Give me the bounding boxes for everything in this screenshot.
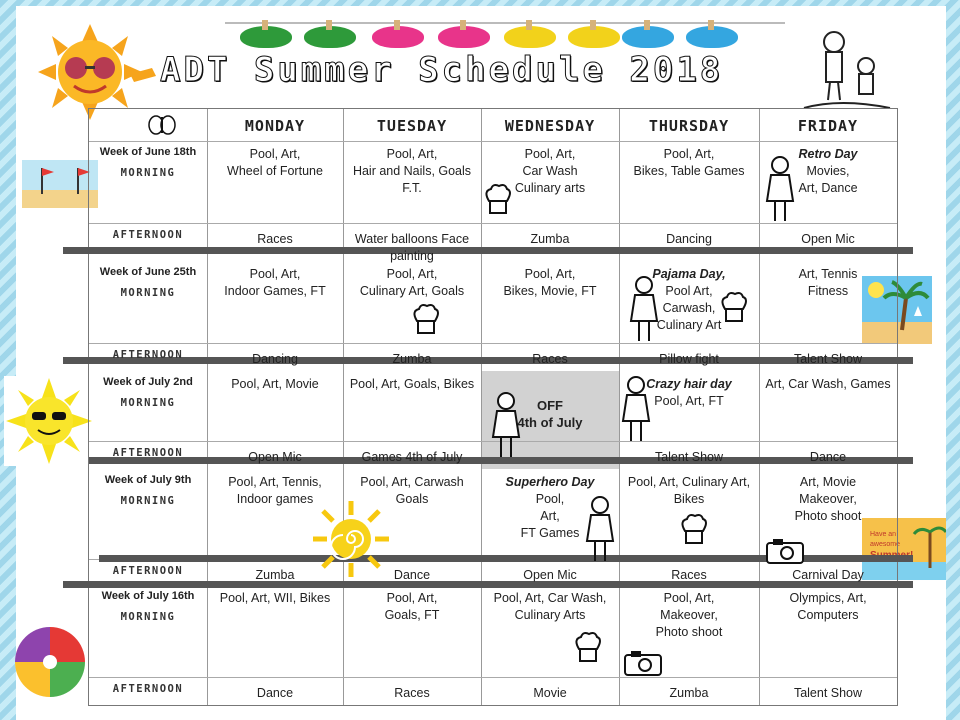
clothespin-icon	[526, 20, 532, 30]
activity-line: F.T.	[402, 181, 422, 195]
activity-line: Movies,	[806, 164, 850, 178]
morning-cell	[759, 590, 897, 624]
day-header-wednesday: WEDNESDAY	[504, 117, 596, 135]
activity-line: Pillow fight	[659, 352, 719, 366]
clothespin-icon	[460, 20, 466, 30]
activity-line: Races	[671, 568, 707, 582]
row-divider	[89, 343, 897, 344]
activity-line: Carnival Day	[792, 568, 864, 582]
activity-line: Dancing	[252, 352, 298, 366]
activity-line: Games 4th of July	[361, 450, 463, 464]
activity-line: Pool, Art,	[663, 591, 715, 605]
activity-line: Goals	[395, 492, 429, 506]
chef-hat-icon	[573, 631, 603, 667]
activity-line: Indoor games	[236, 492, 314, 506]
activity-line: Makeover,	[660, 608, 718, 622]
header-divider	[89, 141, 897, 142]
beach-flags-icon	[22, 160, 98, 208]
afternoon-label: AFTERNOON	[112, 447, 184, 459]
activity-line: Bikes, Movie, FT	[503, 284, 597, 298]
activity-line: OFF	[537, 398, 563, 413]
afternoon-cell	[759, 685, 897, 702]
activity-line: Art, Car Wash, Games	[765, 377, 891, 391]
beach-ball-icon	[12, 624, 88, 700]
morning-cell	[619, 146, 759, 180]
activity-line: Art, Dance	[798, 181, 858, 195]
clothespin-icon	[644, 20, 650, 30]
morning-cell	[207, 146, 343, 180]
activity-line: Pool, Art,	[524, 267, 576, 281]
activity-line: Pool, Art, Goals, Bikes	[349, 377, 475, 391]
activity-line: Pool, Art,	[249, 267, 301, 281]
afternoon-cell	[759, 351, 897, 368]
pajama-kid-icon	[627, 275, 661, 345]
activity-line: 4th of July	[517, 415, 583, 430]
activity-line: Open Mic	[801, 232, 855, 246]
activity-line: Talent Show	[793, 686, 863, 700]
activity-line: Pool, Art,	[386, 147, 438, 161]
svg-text:awesome: awesome	[870, 541, 900, 548]
activity-line: Races	[394, 686, 430, 700]
activity-line: Bikes	[673, 492, 705, 506]
activity-line: Zumba	[255, 568, 295, 582]
schedule-grid	[88, 108, 898, 706]
kids-drawing-icon	[800, 28, 894, 112]
activity-line: Computers	[797, 608, 859, 622]
day-header-thursday: THURSDAY	[648, 117, 730, 135]
superhero-icon	[583, 495, 617, 565]
chef-hat-icon	[679, 513, 709, 549]
week-separator	[63, 247, 913, 254]
activity-line: Pool,	[535, 492, 565, 506]
sun-cartoon-icon	[4, 376, 94, 466]
afternoon-cell	[619, 449, 759, 466]
themed-day-label: Retro Day	[798, 147, 858, 161]
afternoon-label: AFTERNOON	[112, 349, 184, 361]
activity-line: Culinary Art	[656, 318, 722, 332]
morning-label: MORNING	[120, 495, 176, 507]
themed-day-label: Pajama Day,	[652, 267, 726, 281]
afternoon-cell	[619, 231, 759, 248]
afternoon-cell	[343, 231, 481, 265]
afternoon-cell	[481, 231, 619, 248]
activity-line: Pool Art,	[665, 284, 713, 298]
afternoon-cell	[481, 685, 619, 702]
afternoon-cell	[619, 351, 759, 368]
activity-line: Culinary Arts	[514, 608, 586, 622]
activity-line: Pool, Art, FT	[654, 394, 724, 408]
activity-line: Makeover,	[799, 492, 857, 506]
morning-cell	[343, 590, 481, 624]
morning-label: MORNING	[120, 287, 176, 299]
morning-cell	[619, 590, 759, 641]
activity-line: Wheel of Fortune	[227, 164, 323, 178]
week-label: Week of July 2nd	[103, 376, 193, 388]
themed-day-label: Superhero Day	[505, 475, 595, 489]
day-header-monday: MONDAY	[244, 117, 306, 135]
morning-cell	[759, 266, 897, 300]
morning-label: MORNING	[120, 167, 176, 179]
activity-line: Olympics, Art,	[789, 591, 867, 605]
activity-line: Zumba	[530, 232, 570, 246]
morning-cell	[481, 266, 619, 300]
morning-cell	[759, 474, 897, 525]
morning-cell	[481, 590, 619, 624]
activity-line: Races	[532, 352, 568, 366]
camera-icon	[765, 537, 805, 565]
spiral-sun-icon	[311, 499, 391, 579]
activity-line: Pool, Art, Movie	[231, 377, 319, 391]
week-label: Week of June 25th	[99, 266, 197, 278]
sun-sunglasses-icon	[30, 24, 160, 120]
activity-line: Talent Show	[654, 450, 724, 464]
activity-line: FT Games	[520, 526, 580, 540]
retro-girl-icon	[763, 155, 797, 225]
afternoon-cell	[207, 231, 343, 248]
week-label: Week of June 18th	[99, 146, 197, 158]
activity-line: Art,	[540, 509, 560, 523]
afternoon-cell	[481, 567, 619, 584]
row-divider	[89, 677, 897, 678]
afternoon-cell	[619, 685, 759, 702]
activity-line: Dance	[809, 450, 847, 464]
morning-cell	[207, 266, 343, 300]
activity-line: Dance	[256, 686, 294, 700]
activity-line: Pool, Art, Tennis,	[228, 475, 322, 489]
activity-line: Pool, Art,	[386, 267, 438, 281]
column-divider	[207, 109, 208, 705]
morning-cell	[207, 590, 343, 607]
afternoon-cell	[481, 351, 619, 368]
activity-line: Pool, Art,	[386, 591, 438, 605]
day-header-tuesday: TUESDAY	[376, 117, 448, 135]
activity-line: Zumba	[669, 686, 709, 700]
activity-line: Art, Tennis	[798, 267, 858, 281]
activity-line: Movie	[533, 686, 567, 700]
chef-hat-icon	[719, 291, 749, 327]
morning-cell	[759, 376, 897, 393]
activity-line: Photo shoot	[794, 509, 862, 523]
activity-line: Culinary Art, Goals	[359, 284, 465, 298]
morning-cell	[343, 146, 481, 197]
activity-line: Pool, Art, Carwash	[360, 475, 464, 489]
morning-label: MORNING	[120, 397, 176, 409]
page-title: ADT Summer Schedule 2018	[160, 50, 724, 90]
activity-line: Art, Movie	[799, 475, 857, 489]
morning-cell	[207, 376, 343, 393]
activity-line: Goals, FT	[384, 608, 440, 622]
afternoon-cell	[759, 567, 897, 584]
clothespin-icon	[590, 20, 596, 30]
clothespin-icon	[326, 20, 332, 30]
activity-line: Dance	[393, 568, 431, 582]
afternoon-cell	[343, 351, 481, 368]
activity-line: Talent Show	[793, 352, 863, 366]
afternoon-cell	[343, 685, 481, 702]
crazy-hair-kid-icon	[619, 375, 653, 445]
activity-line: Pool, Art, Culinary Art,	[627, 475, 751, 489]
afternoon-cell	[207, 351, 343, 368]
patriotic-kid-icon	[489, 391, 523, 461]
svg-text:Have an: Have an	[870, 531, 897, 538]
activity-line: Bikes, Table Games	[633, 164, 745, 178]
activity-line: Indoor Games, FT	[224, 284, 326, 298]
afternoon-label: AFTERNOON	[112, 565, 184, 577]
activity-line: Dancing	[666, 232, 712, 246]
activity-line: Zumba	[392, 352, 432, 366]
week-label: Week of July 9th	[104, 474, 192, 486]
afternoon-cell	[343, 449, 481, 466]
afternoon-cell	[759, 231, 897, 248]
week-label: Week of July 16th	[101, 590, 195, 602]
clothespin-icon	[262, 20, 268, 30]
afternoon-label: AFTERNOON	[112, 229, 184, 241]
clothespin-icon	[708, 20, 714, 30]
morning-cell	[343, 376, 481, 393]
activity-line: Pool, Art,	[663, 147, 715, 161]
activity-line: Races	[257, 232, 293, 246]
activity-line: Carwash,	[662, 301, 716, 315]
activity-line: Pool, Art, Car Wash,	[493, 591, 607, 605]
activity-line: Open Mic	[523, 568, 577, 582]
activity-line: Pool, Art,	[524, 147, 576, 161]
clothespin-icon	[394, 20, 400, 30]
afternoon-cell	[207, 449, 343, 466]
afternoon-cell	[207, 685, 343, 702]
activity-line: Water balloons Face	[354, 232, 470, 246]
activity-line: Photo shoot	[655, 625, 723, 639]
activity-line: Car Wash	[522, 164, 578, 178]
morning-cell	[619, 474, 759, 508]
activity-line: Hair and Nails, Goals	[352, 164, 472, 178]
afternoon-cell	[619, 567, 759, 584]
afternoon-cell	[759, 449, 897, 466]
activity-line: painting	[390, 249, 434, 263]
chef-hat-icon	[483, 183, 513, 219]
activity-line: Pool, Art, WII, Bikes	[219, 591, 331, 605]
clothesline-decoration	[225, 22, 785, 24]
camera-icon	[623, 649, 663, 677]
activity-line: Open Mic	[248, 450, 302, 464]
activity-line: Fitness	[807, 284, 849, 298]
themed-day-label: Crazy hair day	[646, 377, 732, 391]
activity-line: Culinary arts	[514, 181, 586, 195]
chef-hat-icon	[411, 303, 441, 339]
activity-line: Pool, Art,	[249, 147, 301, 161]
afternoon-label: AFTERNOON	[112, 683, 184, 695]
butterfly-icon	[147, 113, 177, 137]
morning-cell	[343, 266, 481, 300]
day-header-friday: FRIDAY	[797, 117, 859, 135]
morning-label: MORNING	[120, 611, 176, 623]
